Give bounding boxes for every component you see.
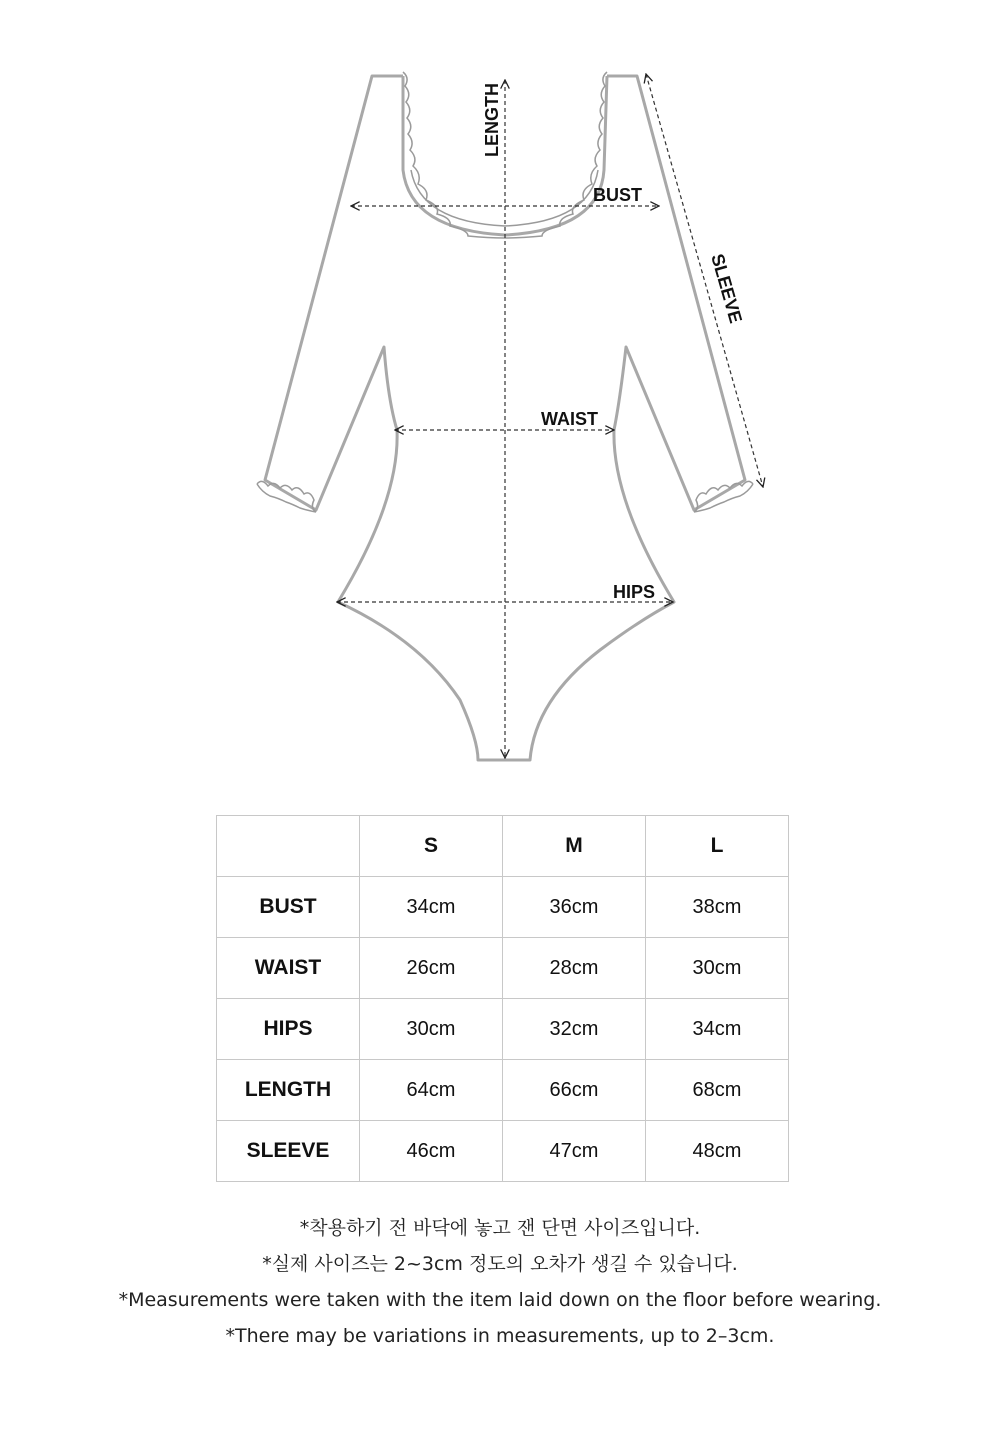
table-cell: 38cm	[646, 877, 789, 938]
table-cell: 30cm	[646, 938, 789, 999]
waist-label: WAIST	[541, 409, 598, 429]
note-line: *There may be variations in measurements, up to 2–3cm.	[225, 1325, 775, 1347]
table-row	[217, 877, 789, 938]
table-header-cell: L	[646, 816, 789, 877]
table-cell: 36cm	[503, 877, 646, 938]
sleeve-line	[646, 74, 763, 487]
bust-label: BUST	[593, 185, 642, 205]
row-label: SLEEVE	[217, 1121, 360, 1182]
table-header-cell: M	[503, 816, 646, 877]
note-line: *Measurements were taken with the item laid down on the floor before wearing.	[118, 1289, 882, 1311]
table-cell: 68cm	[646, 1060, 789, 1121]
length-label: LENGTH	[482, 83, 502, 157]
table-cell: 66cm	[503, 1060, 646, 1121]
row-label: LENGTH	[217, 1060, 360, 1121]
sleeve-label: SLEEVE	[707, 251, 746, 326]
table-row	[217, 999, 789, 1060]
table-header-cell	[217, 816, 360, 877]
row-label: BUST	[217, 877, 360, 938]
table-row	[217, 1060, 789, 1121]
table-cell: 64cm	[360, 1060, 503, 1121]
measurement-notes	[0, 1210, 1000, 1354]
table-cell: 47cm	[503, 1121, 646, 1182]
table-cell: 48cm	[646, 1121, 789, 1182]
table-cell: 26cm	[360, 938, 503, 999]
table-cell: 30cm	[360, 999, 503, 1060]
table-cell: 28cm	[503, 938, 646, 999]
table-row	[217, 938, 789, 999]
hips-label: HIPS	[613, 582, 656, 602]
table-header-row	[217, 816, 789, 877]
note-line: *실제 사이즈는 2~3cm 정도의 오차가 생길 수 있습니다.	[262, 1253, 738, 1275]
size-chart-table	[216, 815, 789, 1182]
table-cell: 34cm	[646, 999, 789, 1060]
row-label: WAIST	[217, 938, 360, 999]
table-row	[217, 1121, 789, 1182]
table-header-cell: S	[360, 816, 503, 877]
table-cell: 32cm	[503, 999, 646, 1060]
note-line: *착용하기 전 바닥에 놓고 잰 단면 사이즈입니다.	[299, 1217, 701, 1239]
table-cell: 34cm	[360, 877, 503, 938]
table-cell: 46cm	[360, 1121, 503, 1182]
row-label: HIPS	[217, 999, 360, 1060]
